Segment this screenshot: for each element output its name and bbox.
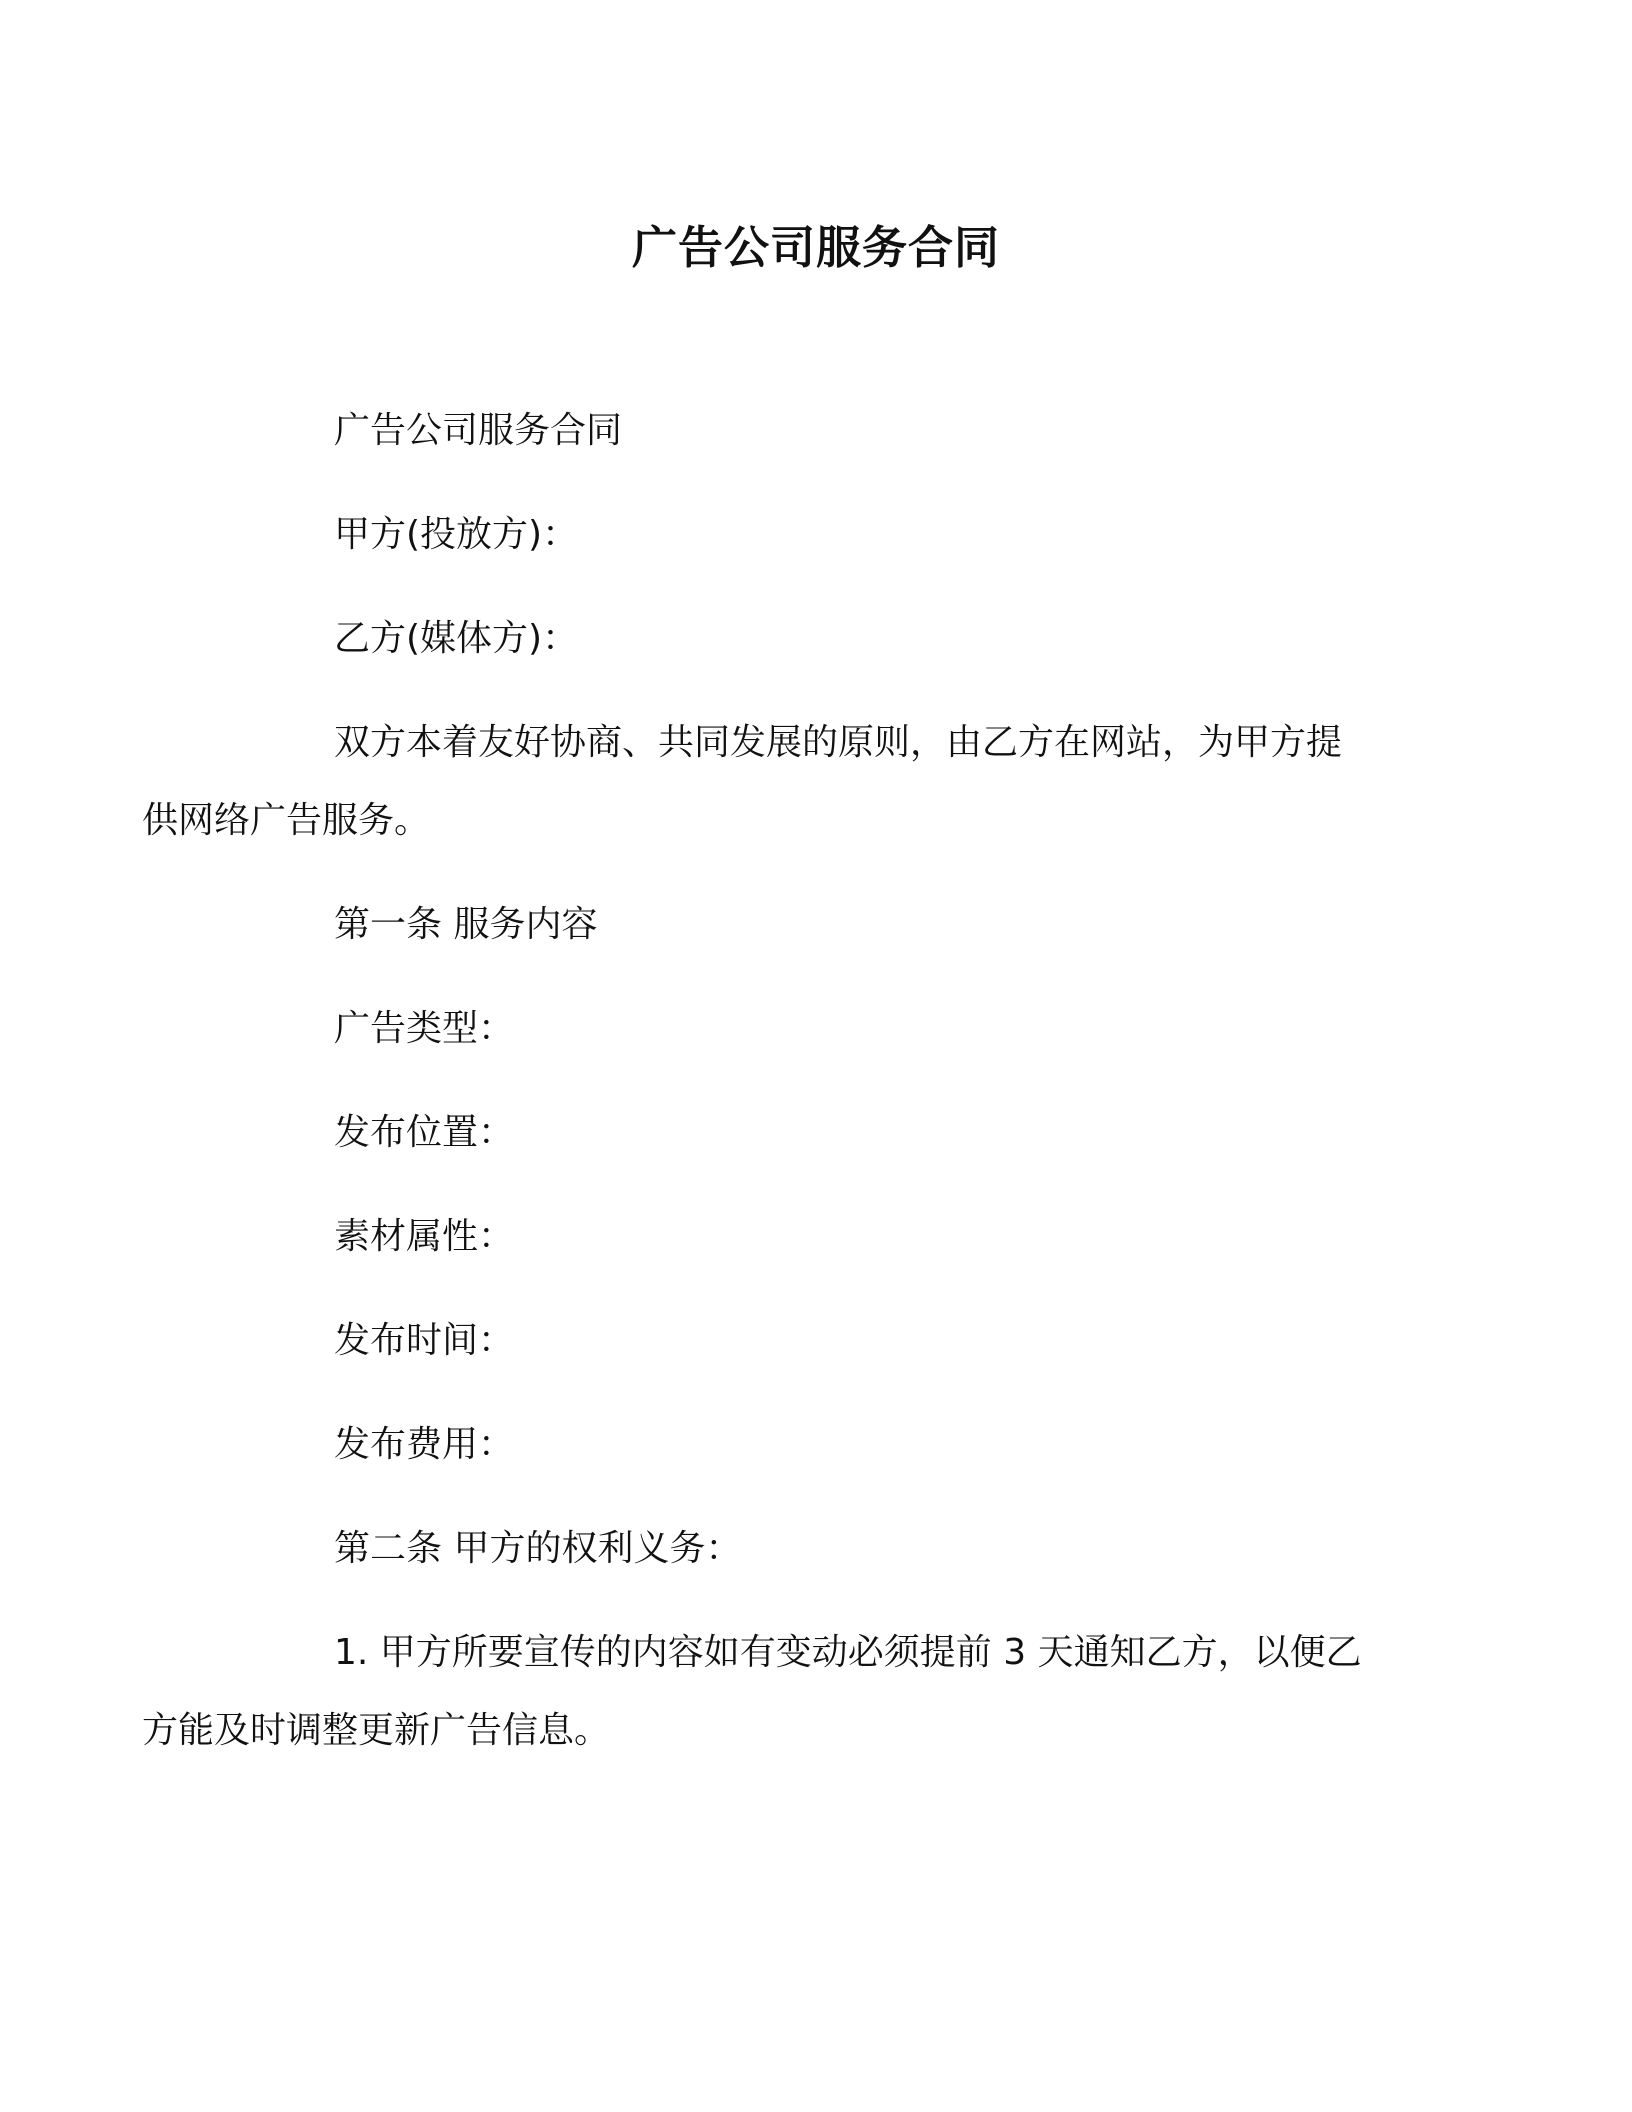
paragraph-text: 素材属性： (334, 1216, 515, 1257)
paragraph-material (238, 1198, 1388, 1276)
paragraph-article-2-heading (238, 1510, 1388, 1588)
paragraph-article-1-heading (238, 886, 1388, 964)
paragraph-text: 第一条 服务内容 (334, 904, 598, 945)
paragraph-placement (238, 1094, 1388, 1172)
paragraph-text: 甲方(投放方)： (334, 514, 579, 555)
paragraph-text: 发布位置： (334, 1112, 515, 1153)
paragraph-line: 方能及时调整更新广告信息。 (142, 1710, 611, 1751)
paragraph-publish-fee (238, 1406, 1388, 1484)
paragraph-text: 广告类型： (334, 1008, 515, 1049)
paragraph-line: 双方本着友好协商、共同发展的原则，由乙方在网站，为甲方提 (334, 722, 1343, 763)
paragraph-text: 发布费用： (334, 1424, 515, 1465)
paragraph-line: 供网络广告服务。 (142, 800, 431, 841)
paragraph-text: 广告公司服务合同 (334, 410, 623, 451)
paragraph-ad-type (238, 990, 1388, 1068)
paragraph-publish-time (238, 1302, 1388, 1380)
paragraph-clause-1 (142, 1614, 1388, 1770)
paragraph-party-b (238, 600, 1388, 678)
paragraph-line: 1. 甲方所要宣传的内容如有变动必须提前 3 天通知乙方，以便乙 (334, 1632, 1362, 1673)
paragraph-subtitle (238, 392, 1388, 470)
paragraph-text: 第二条 甲方的权利义务： (334, 1528, 742, 1569)
document-title: 广告公司服务合同 (631, 221, 1000, 274)
paragraph-text: 发布时间： (334, 1320, 515, 1361)
paragraph-preamble (142, 704, 1388, 860)
document-body (142, 392, 1388, 1796)
paragraph-party-a (238, 496, 1388, 574)
paragraph-text: 乙方(媒体方)： (334, 618, 579, 659)
